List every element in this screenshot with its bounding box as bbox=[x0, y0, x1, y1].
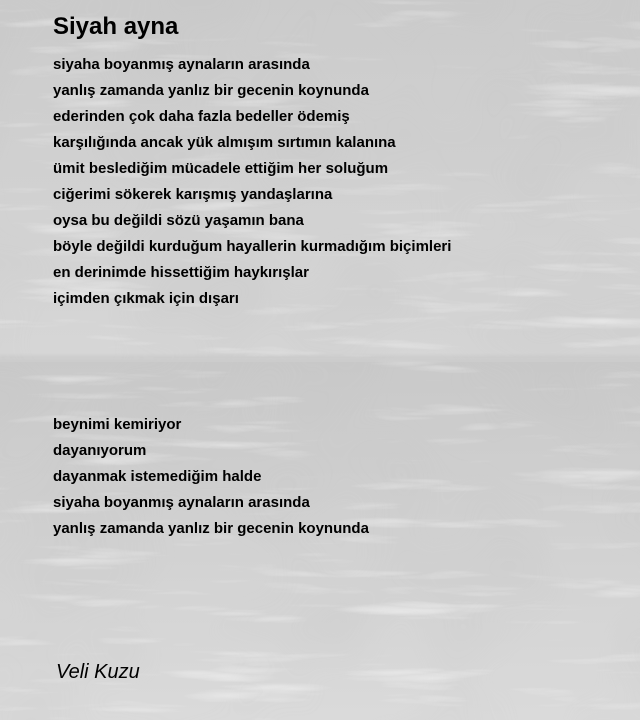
poem-line: siyaha boyanmış aynaların arasında bbox=[53, 494, 310, 511]
poem-line: ciğerimi sökerek karışmış yandaşlarına bbox=[53, 186, 333, 203]
poem-line: siyaha boyanmış aynaların arasında bbox=[53, 56, 310, 73]
poem-author: Veli Kuzu bbox=[56, 661, 140, 683]
poem-line: yanlış zamanda yanlız bir gecenin koynunda bbox=[53, 520, 369, 537]
poem-line: ümit beslediğim mücadele ettiğim her soluğum bbox=[53, 160, 389, 177]
poem-title: Siyah ayna bbox=[53, 13, 179, 40]
poem-line: karşılığında ancak yük almışım sırtımın kalanına bbox=[53, 134, 396, 151]
poem-line: yanlış zamanda yanlız bir gecenin koynunda bbox=[53, 82, 369, 99]
poem-line: en derinimde hissettiğim haykırışlar bbox=[53, 264, 309, 281]
poem-line: dayanıyorum bbox=[53, 442, 147, 459]
stanza-2 bbox=[53, 412, 369, 542]
poem-line: ederinden çok daha fazla bedeller ödemiş bbox=[53, 108, 350, 125]
poem-line: beynimi kemiriyor bbox=[53, 416, 182, 433]
poem-line: içimden çıkmak için dışarı bbox=[53, 290, 239, 307]
poem-line: dayanmak istemediğim halde bbox=[53, 468, 262, 485]
stanza-1 bbox=[53, 52, 451, 312]
poem-line: oysa bu değildi sözü yaşamın bana bbox=[53, 212, 304, 229]
poem-line: böyle değildi kurduğum hayallerin kurmadığım biçimleri bbox=[53, 238, 452, 255]
